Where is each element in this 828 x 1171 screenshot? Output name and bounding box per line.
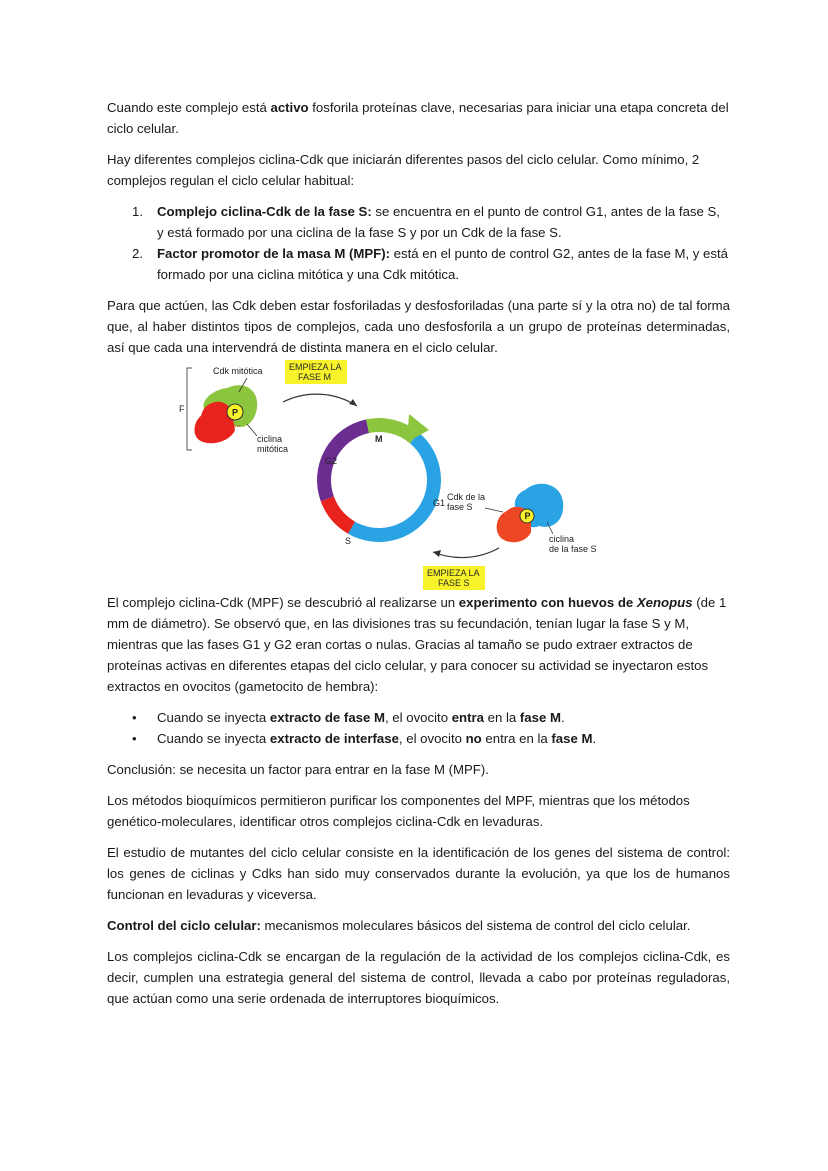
label-phase-g2: G2 — [325, 456, 338, 466]
label-phase-g1: G1 — [433, 498, 446, 508]
text: (de 1 mm de diámetro). Se observó que, en las divisiones tras su fecundación, tenían lugar la fase S y M, mientras que las fases G1 y G2 eran cortas o nulas. Gracias al tamaño se pudo extraer extractos de proteínas activas en diferentes etapas del ciclo celular, y para conocer su actividad se inyectaron estos extractos en ovocitos (gametocito de hembra): — [107, 595, 727, 694]
text: Cuando este complejo está — [107, 100, 271, 115]
paragraph-xenopus — [107, 592, 730, 697]
mpf-complex — [195, 385, 258, 443]
cell-cycle-diagram — [107, 360, 730, 592]
arrow-to-s — [433, 548, 499, 558]
arrow-head — [433, 550, 441, 557]
label-phase-m: M — [375, 434, 383, 444]
text: El complejo ciclina-Cdk (MPF) se descubrió al realizarse un — [107, 595, 459, 610]
text: fosforila proteínas clave, necesarias para iniciar una etapa concreta del ciclo celular. — [107, 100, 729, 136]
bold-text: extracto de interfase — [269, 731, 399, 746]
label-ciclina-s: ciclina — [549, 534, 575, 544]
bold-text: fase M — [519, 710, 561, 725]
list-item — [107, 243, 730, 285]
label-cdk-s: fase S — [447, 502, 473, 512]
list-item — [107, 201, 730, 243]
paragraph-complejos: Hay diferentes complejos ciclina-Cdk que iniciarán diferentes pasos del ciclo celular. Como mínimo, 2 complejos regulan el ciclo celular habitual: — [107, 152, 700, 188]
pointer-line — [485, 508, 503, 512]
list-marker: 2. — [132, 246, 143, 261]
bullet-marker: • — [132, 710, 137, 725]
label-cdk-s: Cdk de la — [447, 492, 486, 502]
phosphate-label: P — [232, 407, 239, 418]
text: mecanismos moleculares básicos del sistema de control del ciclo celular. — [260, 918, 691, 933]
list-marker: 1. — [132, 204, 143, 219]
document-body — [107, 97, 730, 1019]
bold-text: experimento con huevos de — [458, 595, 637, 610]
text: está en el punto de control G2, antes de la fase M, y está formado por una ciclina mitótica y una Cdk mitótica. — [157, 246, 728, 282]
paragraph-fosforilacion: Para que actúen, las Cdk deben estar fosforiladas y desfosforiladas (una parte sí y la otra no) de tal forma que, al haber distintos tipos de complejos, cada uno desfosforila a un grupo de proteínas determinadas, así que cada una intervendrá de distinta manera en el ciclo celular. — [107, 298, 730, 355]
text: , el ovocito — [384, 710, 452, 725]
list-item — [107, 707, 730, 728]
bold-text: no — [465, 731, 482, 746]
paragraph-regulacion: Los complejos ciclina-Cdk se encargan de la regulación de la actividad de los complejos ciclina-Cdk, es decir, cumplen una estrategia general del sistema de control, llevada a cabo por proteínas reguladoras, que actúan como una serie ordenada de interruptores bioquímicos. — [107, 949, 730, 1006]
italic-bold-text: Xenopus — [636, 595, 693, 610]
bullet-marker: • — [132, 731, 137, 746]
cell-cycle-figure — [107, 360, 730, 592]
phosphate-label: P — [524, 511, 531, 521]
paragraph-conclusion: Conclusión: se necesita un factor para entrar en la fase M (MPF). — [107, 762, 489, 777]
list-item — [107, 728, 730, 749]
numbered-list — [107, 201, 730, 285]
label-ciclina-mitotica: ciclina — [257, 434, 283, 444]
arrow-head — [349, 399, 357, 406]
bold-text: extracto de fase M — [269, 710, 385, 725]
arrow-to-m — [283, 394, 357, 406]
text: . — [560, 710, 565, 725]
text: en la — [483, 710, 520, 725]
bold-text: Factor promotor de la masa M (MPF): — [157, 246, 391, 261]
phase-g1-arc — [348, 433, 441, 542]
bold-text: activo — [270, 100, 309, 115]
bracket — [187, 368, 192, 450]
label-ciclina-mitotica: mitótica — [257, 444, 289, 454]
bullet-list — [107, 707, 730, 749]
empieza-m-text: FASE M — [298, 372, 332, 382]
text: se encuentra en el punto de control G1, antes de la fase S, y está formado por una ciclina de la fase S y por un Cdk de la fase S. — [157, 204, 720, 240]
text: entra en la — [481, 731, 552, 746]
empieza-s-text: FASE S — [438, 578, 470, 588]
bold-text: Control del ciclo celular: — [107, 918, 261, 933]
label-f: F — [179, 404, 185, 414]
empieza-s-text: EMPIEZA LA — [427, 568, 480, 578]
phase-s-arc — [321, 496, 355, 533]
text: , el ovocito — [398, 731, 466, 746]
text: . — [592, 731, 597, 746]
paragraph-control — [107, 915, 730, 936]
pointer-line — [247, 424, 257, 436]
label-phase-s: S — [345, 536, 352, 546]
text: Cuando se inyecta — [157, 710, 270, 725]
bold-text: Complejo ciclina-Cdk de la fase S: — [157, 204, 372, 219]
text: Cuando se inyecta — [157, 731, 270, 746]
paragraph-activo — [107, 97, 730, 139]
bold-text: entra — [451, 710, 484, 725]
paragraph-mutantes: El estudio de mutantes del ciclo celular consiste en la identificación de los genes del sistema de control: los genes de ciclinas y Cdks han sido muy conservados durante la evolución, ya que los de humanos funcionan en levaduras y viceversa. — [107, 845, 730, 902]
label-cdk-mitotica: Cdk mitótica — [213, 366, 263, 376]
bold-text: fase M — [551, 731, 593, 746]
paragraph-metodos: Los métodos bioquímicos permitieron purificar los componentes del MPF, mientras que los métodos genético-moleculares, identificar otros complejos ciclina-Cdk en levaduras. — [107, 793, 690, 829]
empieza-m-text: EMPIEZA LA — [289, 362, 342, 372]
label-ciclina-s: de la fase S — [549, 544, 597, 554]
